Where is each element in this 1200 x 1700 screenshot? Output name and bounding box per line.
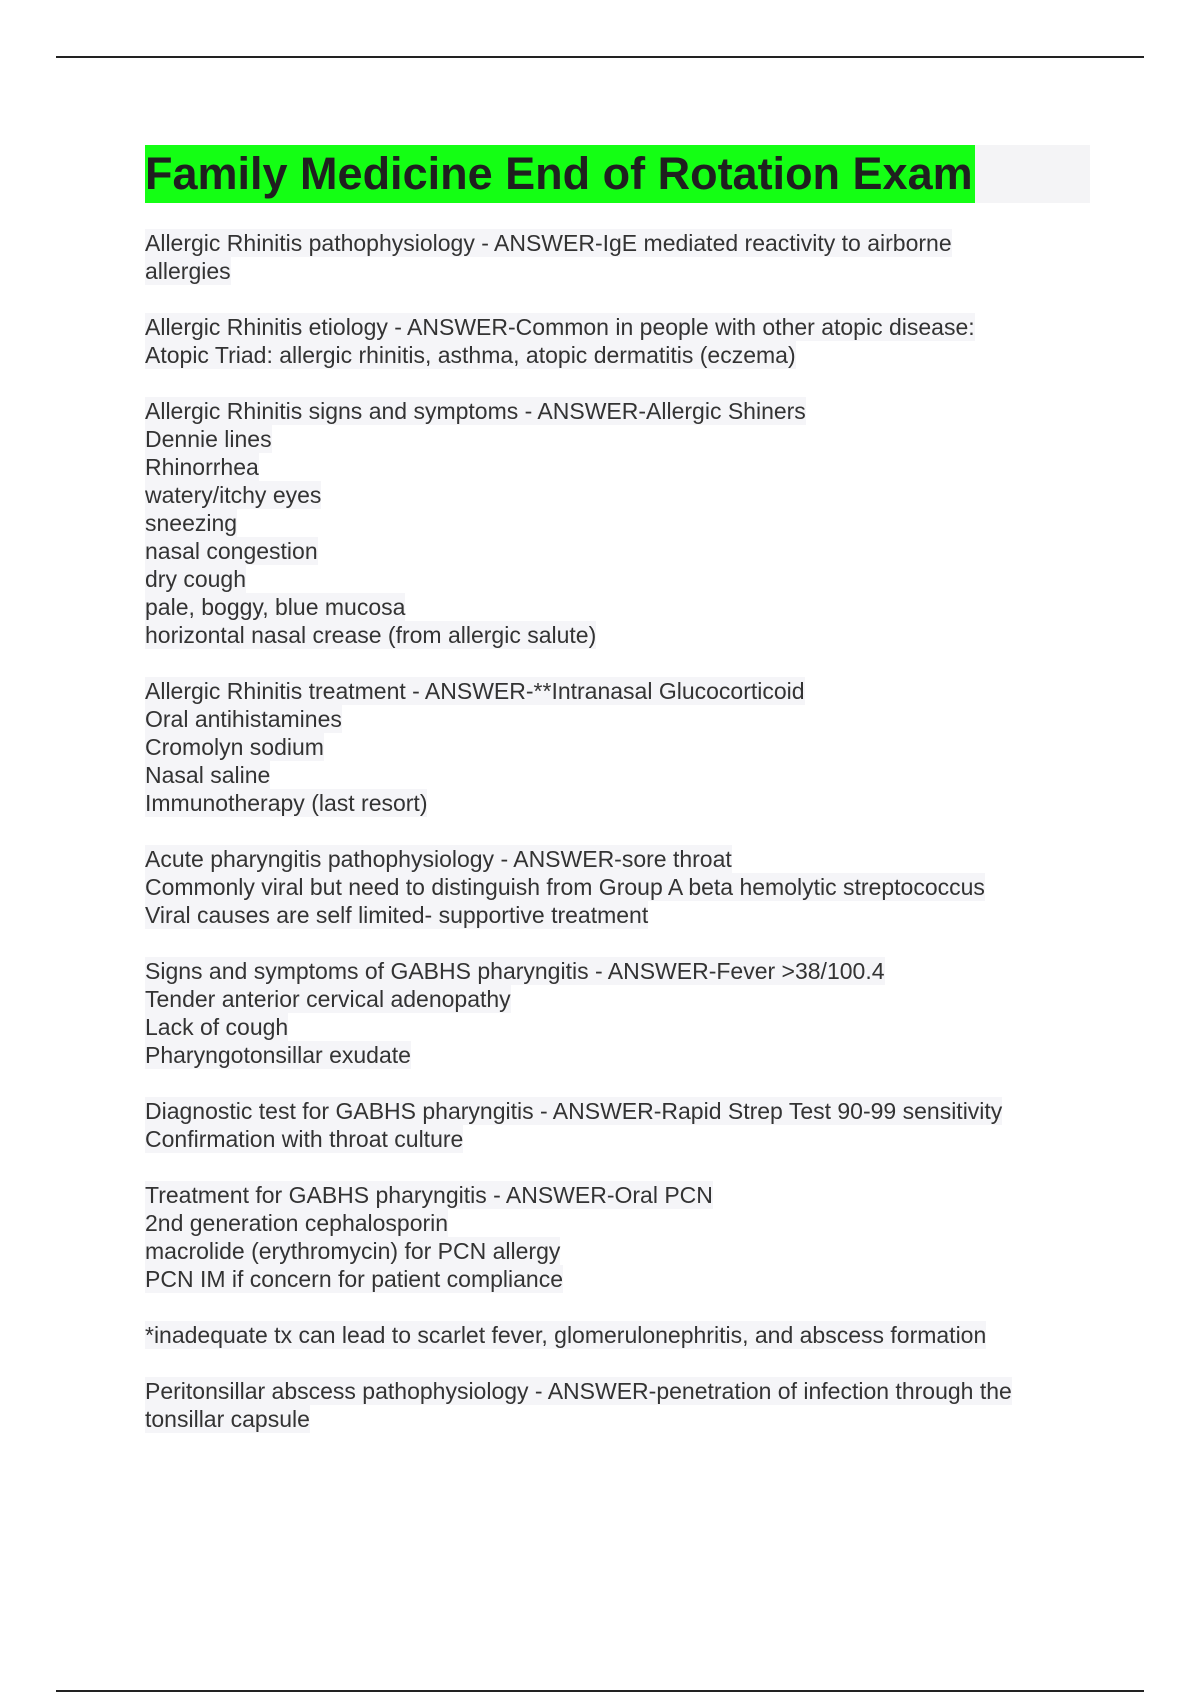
qa-answer-line: Viral causes are self limited- supportive treatment	[145, 902, 649, 928]
qa-entry	[145, 1097, 1090, 1153]
qa-question-line: Peritonsillar abscess pathophysiology - ANSWER-penetration of infection through the	[145, 1378, 1012, 1404]
qa-answer-line: Lack of cough	[145, 1014, 289, 1040]
qa-entry	[145, 677, 1090, 817]
qa-answer-line: pale, boggy, blue mucosa	[145, 594, 406, 620]
qa-answer-line: sneezing	[145, 510, 238, 536]
qa-question-line: Signs and symptoms of GABHS pharyngitis - ANSWER-Fever >38/100.4	[145, 958, 885, 984]
qa-entry	[145, 1181, 1090, 1293]
qa-question-line: Diagnostic test for GABHS pharyngitis - ANSWER-Rapid Strep Test 90-99 sensitivity	[145, 1098, 1003, 1124]
qa-answer-line: PCN IM if concern for patient compliance	[145, 1266, 564, 1292]
qa-answer-line: Rhinorrhea	[145, 454, 259, 480]
document-page	[145, 145, 1090, 1461]
qa-question-line: Allergic Rhinitis signs and symptoms - ANSWER-Allergic Shiners	[145, 398, 806, 424]
qa-answer-line: Oral antihistamines	[145, 706, 342, 732]
qa-entry	[145, 313, 1090, 369]
qa-question-line: Treatment for GABHS pharyngitis - ANSWER-Oral PCN	[145, 1182, 713, 1208]
qa-question-line: Allergic Rhinitis pathophysiology - ANSWER-IgE mediated reactivity to airborne	[145, 230, 952, 256]
qa-answer-line: Nasal saline	[145, 762, 271, 788]
qa-question-line: Allergic Rhinitis etiology - ANSWER-Common in people with other atopic disease:	[145, 314, 975, 340]
qa-answer-line: dry cough	[145, 566, 247, 592]
footer-rule	[56, 1690, 1144, 1692]
qa-list	[145, 229, 1090, 1433]
qa-answer-line: Atopic Triad: allergic rhinitis, asthma, atopic dermatitis (eczema)	[145, 342, 796, 368]
qa-answer-line: Pharyngotonsillar exudate	[145, 1042, 411, 1068]
qa-entry	[145, 845, 1090, 929]
qa-question-line: Acute pharyngitis pathophysiology - ANSWER-sore throat	[145, 846, 732, 872]
qa-answer-line: Dennie lines	[145, 426, 272, 452]
qa-entry	[145, 1377, 1090, 1433]
document-title: Family Medicine End of Rotation Exam	[145, 145, 975, 203]
qa-question-line: Allergic Rhinitis treatment - ANSWER-**Intranasal Glucocorticoid	[145, 678, 805, 704]
qa-answer-line: Cromolyn sodium	[145, 734, 324, 760]
qa-entry	[145, 229, 1090, 285]
title-bar	[145, 145, 1090, 203]
qa-entry	[145, 957, 1090, 1069]
qa-entry	[145, 397, 1090, 649]
qa-entry	[145, 1321, 1090, 1349]
qa-answer-line: macrolide (erythromycin) for PCN allergy	[145, 1238, 561, 1264]
qa-answer-line: 2nd generation cephalosporin	[145, 1210, 449, 1236]
qa-answer-line: Tender anterior cervical adenopathy	[145, 986, 511, 1012]
qa-answer-line: watery/itchy eyes	[145, 482, 322, 508]
qa-answer-line: Immunotherapy (last resort)	[145, 790, 428, 816]
qa-answer-line: nasal congestion	[145, 538, 318, 564]
qa-answer-line: allergies	[145, 258, 231, 284]
qa-answer-line: Commonly viral but need to distinguish from Group A beta hemolytic streptococcus	[145, 874, 985, 900]
qa-answer-line: Confirmation with throat culture	[145, 1126, 464, 1152]
qa-answer-line: horizontal nasal crease (from allergic salute)	[145, 622, 597, 648]
qa-answer-line: tonsillar capsule	[145, 1406, 310, 1432]
header-rule	[56, 56, 1144, 58]
qa-question-line: *inadequate tx can lead to scarlet fever, glomerulonephritis, and abscess formation	[145, 1322, 987, 1348]
